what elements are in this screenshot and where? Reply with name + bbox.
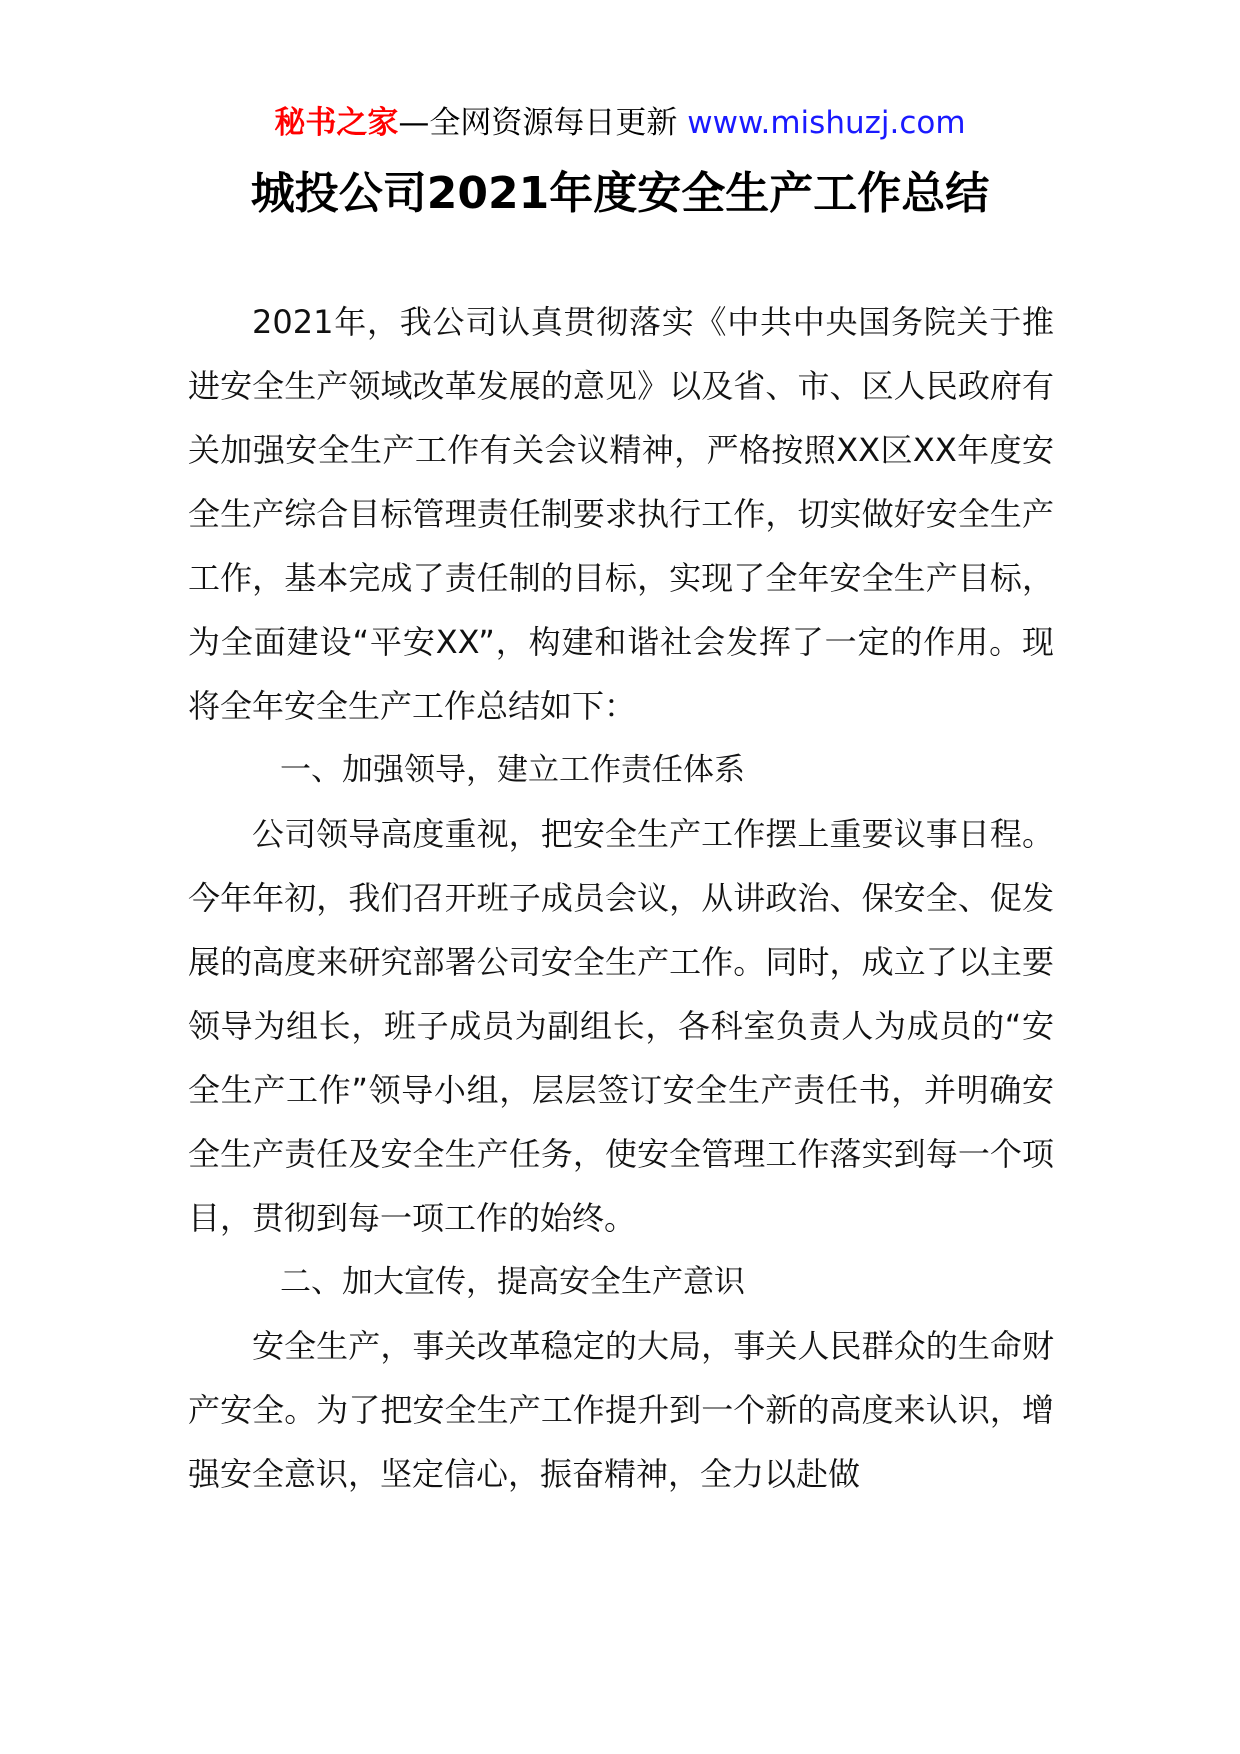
intro-paragraph: 2021年，我公司认真贯彻落实《中共中央国务院关于推进安全生产领域改革发展的意见》以及省、市、区人民政府有关加强安全生产工作有关会议精神，严格按照XX区XX年度安全生产综合目标管理责任制要求执行工作，切实做好安全生产工作，基本完成了责任制的目标，实现了全年安全生产目标，为全面建设“平安XX”，构建和谐社会发挥了一定的作用。现将全年安全生产工作总结如下： [188, 303, 1054, 725]
document-title: 城投公司2021年度安全生产工作总结 [250, 168, 990, 219]
site-url-link[interactable]: www.mishuzj.com [687, 105, 966, 141]
brand-name: 秘书之家 [274, 105, 399, 141]
site-banner [0, 100, 1240, 146]
section-1-paragraph: 公司领导高度重视，把安全生产工作摆上重要议事日程。今年年初，我们召开班子成员会议，从讲政治、保安全、促发展的高度来研究部署公司安全生产工作。同时，成立了以主要领导为组长，班子成员为副组长，各科室负责人为成员的“安全生产工作”领导小组，层层签订安全生产责任书，并明确安全生产责任及安全生产任务，使安全管理工作落实到每一个项目，贯彻到每一项工作的始终。 [188, 815, 1054, 1237]
section-2-paragraph: 安全生产，事关改革稳定的大局，事关人民群众的生命财产安全。为了把安全生产工作提升到一个新的高度来认识，增强安全意识，坚定信心，振奋精神，全力以赴做 [188, 1327, 1054, 1493]
banner-tagline: —全网资源每日更新 [398, 105, 678, 141]
section-heading-1: 一、加强领导，建立工作责任体系 [280, 752, 745, 788]
section-heading-2: 二、加大宣传，提高安全生产意识 [280, 1264, 745, 1300]
document-body [188, 290, 1054, 1506]
